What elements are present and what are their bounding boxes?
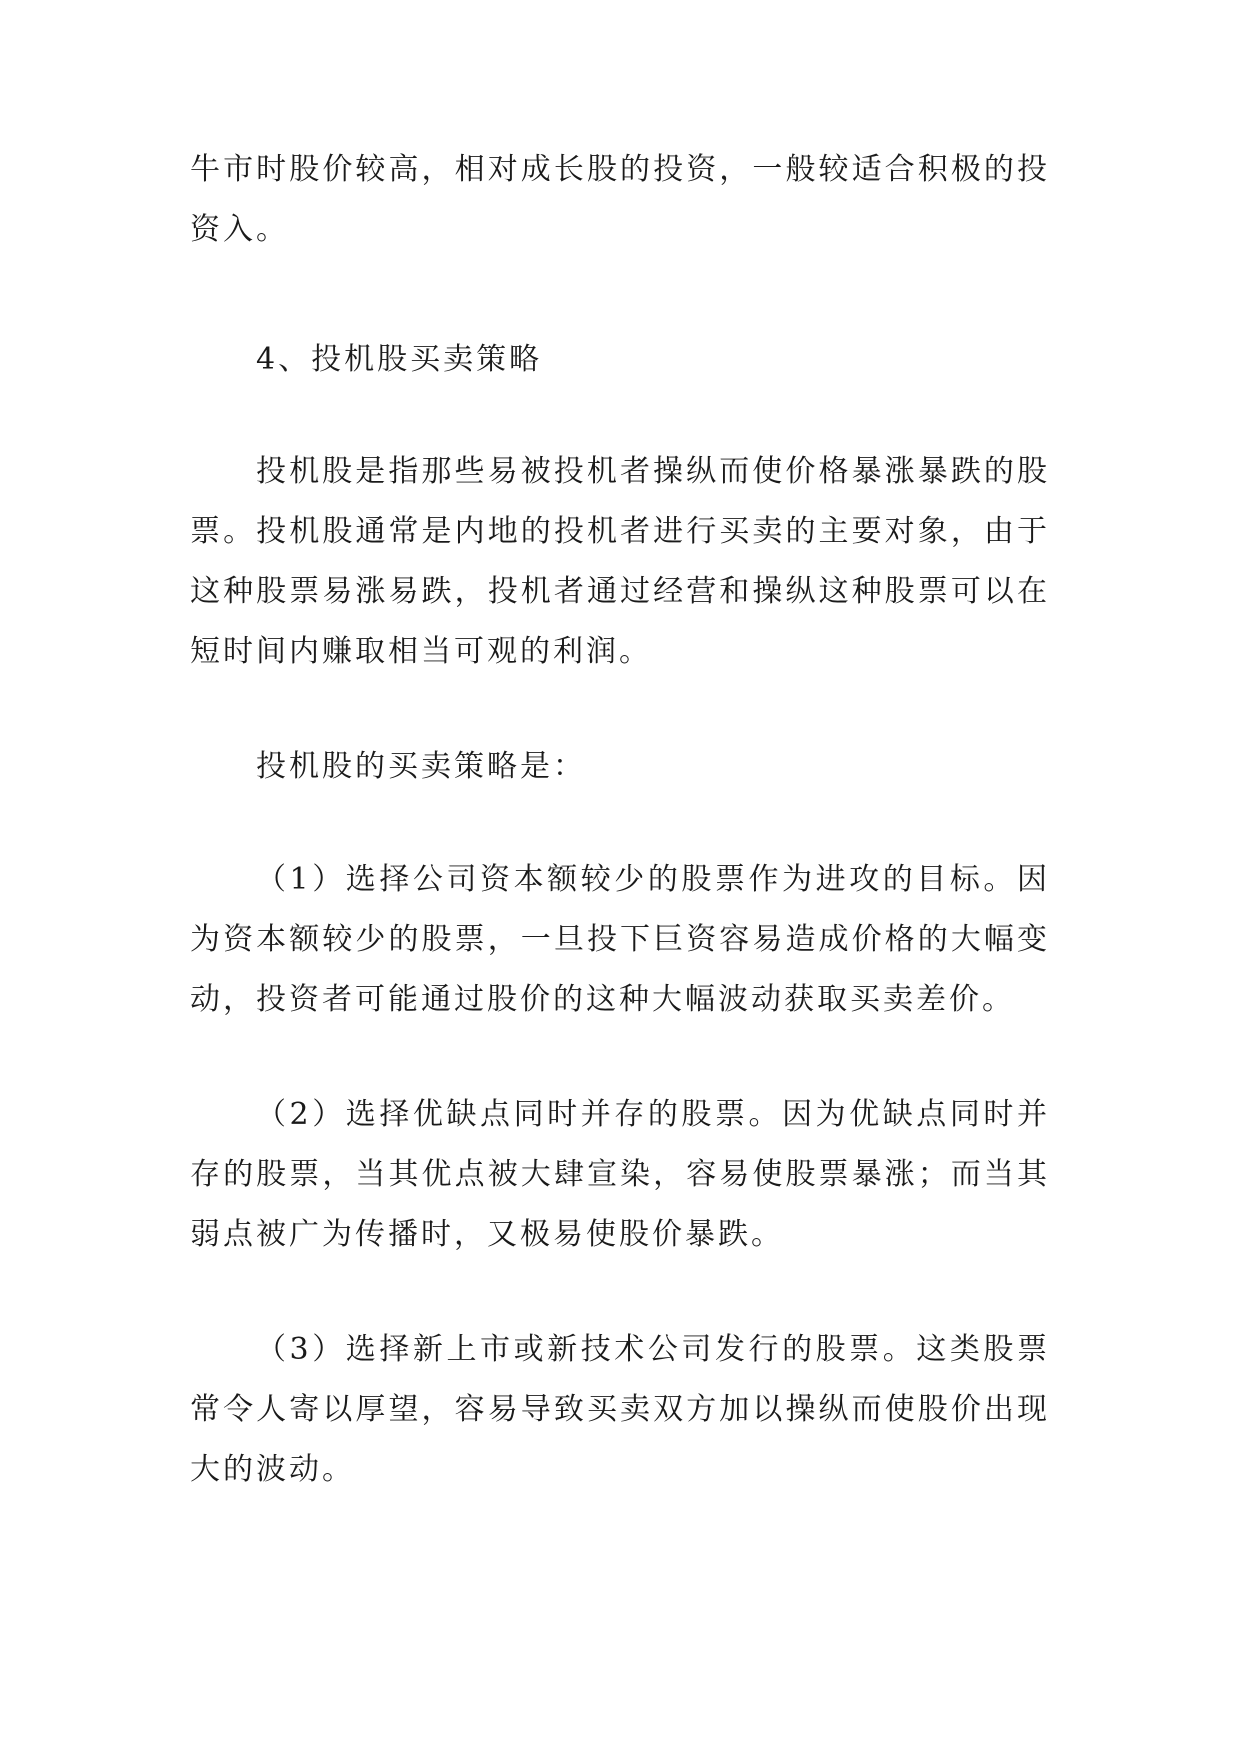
paragraph-speculative-stock-definition: 投机股是指那些易被投机者操纵而使价格暴涨暴跌的股票。投机股通常是内地的投机者进行买卖的主要对象，由于这种股票易涨易跌，投机者通过经营和操纵这种股票可以在短时间内赚取相当可观的利润。 xyxy=(190,454,1050,669)
paragraph-bull-market-continuation: 牛市时股价较高，相对成长股的投资，一般较适合积极的投资入。 xyxy=(190,152,1050,247)
list-item-strategy-3: （3）选择新上市或新技术公司发行的股票。这类股票常令人寄以厚望，容易导致买卖双方加以操纵而使股价出现大的波动。 xyxy=(190,1332,1050,1487)
section-heading-speculative-stock-strategy: 4、投机股买卖策略 xyxy=(256,342,543,377)
list-item-strategy-2: （2）选择优缺点同时并存的股票。因为优缺点同时并存的股票，当其优点被大肆宣染，容易使股票暴涨；而当其弱点被广为传播时，又极易使股价暴跌。 xyxy=(190,1097,1050,1252)
list-item-strategy-1: （1）选择公司资本额较少的股票作为进攻的目标。因为资本额较少的股票，一旦投下巨资容易造成价格的大幅变动，投资者可能通过股价的这种大幅波动获取买卖差价。 xyxy=(190,862,1050,1017)
paragraph-strategy-intro: 投机股的买卖策略是： xyxy=(256,749,586,784)
